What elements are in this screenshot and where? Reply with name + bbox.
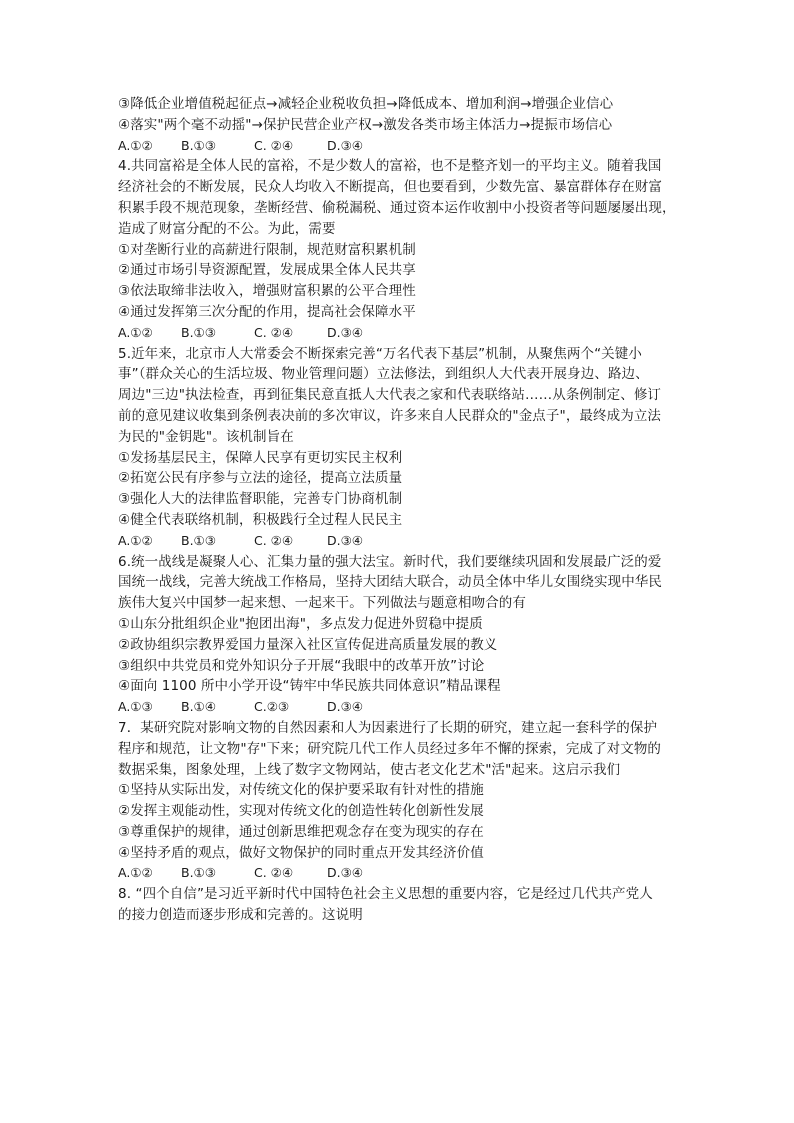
question-6 (118, 552, 794, 718)
q7-item-3: ③尊重保护的规律，通过创新思维把观念存在变为现实的存在 (118, 823, 484, 840)
option-a: A.①② (118, 137, 153, 153)
q7-item-4: ④坚持矛盾的观点，做好文物保护的同时重点开发其经济价值 (118, 844, 484, 861)
q4-stem-line: 经济社会的不断发展，民众人均收入不断提高，但也要看到，少数先富、暴富群体存在财富 (118, 179, 662, 196)
q4-stem-line: 4.共同富裕是全体人民的富裕，不是少数人的富裕，也不是整齐划一的平均主义。随着我国 (118, 158, 662, 175)
q4-options (118, 323, 794, 344)
q4-stem-line: 造成了财富分配的不公。为此，需要 (118, 220, 336, 237)
option-d: D.③④ (327, 532, 364, 548)
q6-item-3: ③组织中共党员和党外知识分子开展“我眼中的改革开放”讨论 (118, 657, 485, 674)
option-a: A.①② (118, 324, 153, 340)
q6-options (118, 697, 794, 718)
q7-item-1: ①坚持从实际出发，对传统文化的保护要采取有针对性的措施 (118, 782, 484, 799)
q3-item-4: ④落实"两个毫不动摇"→保护民营企业产权→激发各类市场主体活力→提振市场信心 (118, 116, 613, 133)
q7-stem-line: 数据采集，图象处理，上线了数字文物网站，使古老文化艺术"活"起来。这启示我们 (118, 761, 621, 778)
q6-stem-line: 国统一战线，完善大统战工作格局，坚持大团结大联合，动员全体中华儿女围绕实现中华民 (118, 574, 662, 591)
option-c: C. ②④ (254, 137, 294, 153)
option-b: B.①③ (181, 865, 216, 881)
q4-stem-line: 积累手段不规范现象，垄断经营、偷税漏税、通过资本运作收割中小投资者等问题屡屡出现， (118, 199, 676, 216)
q7-item-2: ②发挥主观能动性，实现对传统文化的创造性转化创新性发展 (118, 803, 484, 820)
option-a: A.①③ (118, 699, 153, 715)
q4-item-3: ③依法取缔非法收入，增强财富积累的公平合理性 (118, 283, 416, 300)
option-b: B.①④ (181, 699, 216, 715)
q5-item-2: ②拓宽公民有序参与立法的途径，提高立法质量 (118, 470, 403, 487)
option-c: C. ②④ (254, 865, 294, 881)
q6-item-2: ②政协组织宗教界爱国力量深入社区宣传促进高质量发展的教义 (118, 636, 498, 653)
q6-stem-line: 族伟大复兴中国梦一起来想、一起来干。下列做法与题意相吻合的有 (118, 595, 526, 612)
q3-options (118, 136, 794, 157)
question-3 (118, 94, 794, 156)
q5-options (118, 531, 794, 552)
q7-stem-line: 程序和规范，让文物"存"下来；研究院几代工作人员经过多年不懈的探索，完成了对文物的 (118, 740, 662, 757)
q7-stem-line: 7．某研究院对影响文物的自然因素和人为因素进行了长期的研究，建立起一套科学的保护 (118, 719, 658, 736)
q5-stem-line: 事”（群众关心的生活垃圾、物业管理问题）立法修法，到组织人大代表开展身边、路边、 (118, 366, 649, 383)
q4-item-1: ①对垄断行业的高薪进行限制，规范财富积累机制 (118, 241, 416, 258)
question-4 (118, 156, 794, 343)
option-c: C. ②④ (254, 324, 294, 340)
q5-stem-line: 为民的"金钥匙"。该机制旨在 (118, 428, 294, 445)
option-d: D.③④ (327, 137, 364, 153)
q6-stem-line: 6.统一战线是凝聚人心、汇集力量的强大法宝。新时代，我们要继续巩固和发展最广泛的爱 (118, 553, 662, 570)
q8-stem-line: 的接力创造而逐步形成和完善的。这说明 (118, 907, 363, 924)
q5-stem-line: 周边"三边"执法检查，再到征集民意直抵人大代表之家和代表联络站……从条例制定、修订 (118, 387, 662, 404)
option-d: D.③④ (327, 699, 364, 715)
q5-item-3: ③强化人大的法律监督职能，完善专门协商机制 (118, 491, 403, 508)
option-c: C.②③ (254, 699, 290, 715)
option-a: A.①② (118, 532, 153, 548)
q7-options (118, 863, 794, 884)
q5-stem-line: 5.近年来，北京市人大常委会不断探索完善“万名代表下基层”机制，从聚焦两个“关键小 (118, 345, 642, 362)
q5-item-1: ①发扬基层民主，保障人民享有更切实民主权利 (118, 449, 403, 466)
option-a: A.①② (118, 865, 153, 881)
option-b: B.①③ (181, 137, 216, 153)
option-c: C. ②④ (254, 532, 294, 548)
option-d: D.③④ (327, 865, 364, 881)
question-5 (118, 344, 794, 552)
q8-stem-line: 8. “四个自信”是习近平新时代中国特色社会主义思想的重要内容，它是经过几代共产党人 (118, 886, 653, 903)
q3-item-3: ③降低企业增值税起征点→减轻企业税收负担→降低成本、增加利润→增强企业信心 (118, 96, 614, 112)
q4-item-2: ②通过市场引导资源配置，发展成果全体人民共享 (118, 262, 416, 279)
q6-item-4: ④面向 1100 所中小学开设“铸牢中华民族共同体意识”精品课程 (118, 678, 501, 695)
q5-item-4: ④健全代表联络机制，积极践行全过程人民民主 (118, 511, 403, 528)
option-d: D.③④ (327, 324, 364, 340)
question-8 (118, 884, 794, 926)
option-b: B.①③ (181, 324, 216, 340)
q5-stem-line: 前的意见建议收集到条例表决前的多次审议，许多来自人民群众的"金点子"，最终成为立法 (118, 407, 662, 424)
option-b: B.①③ (181, 532, 216, 548)
q4-item-4: ④通过发挥第三次分配的作用，提高社会保障水平 (118, 303, 416, 320)
question-7 (118, 718, 794, 884)
q6-item-1: ①山东分批组织企业"抱团出海"，多点发力促进外贸稳中提质 (118, 615, 483, 632)
